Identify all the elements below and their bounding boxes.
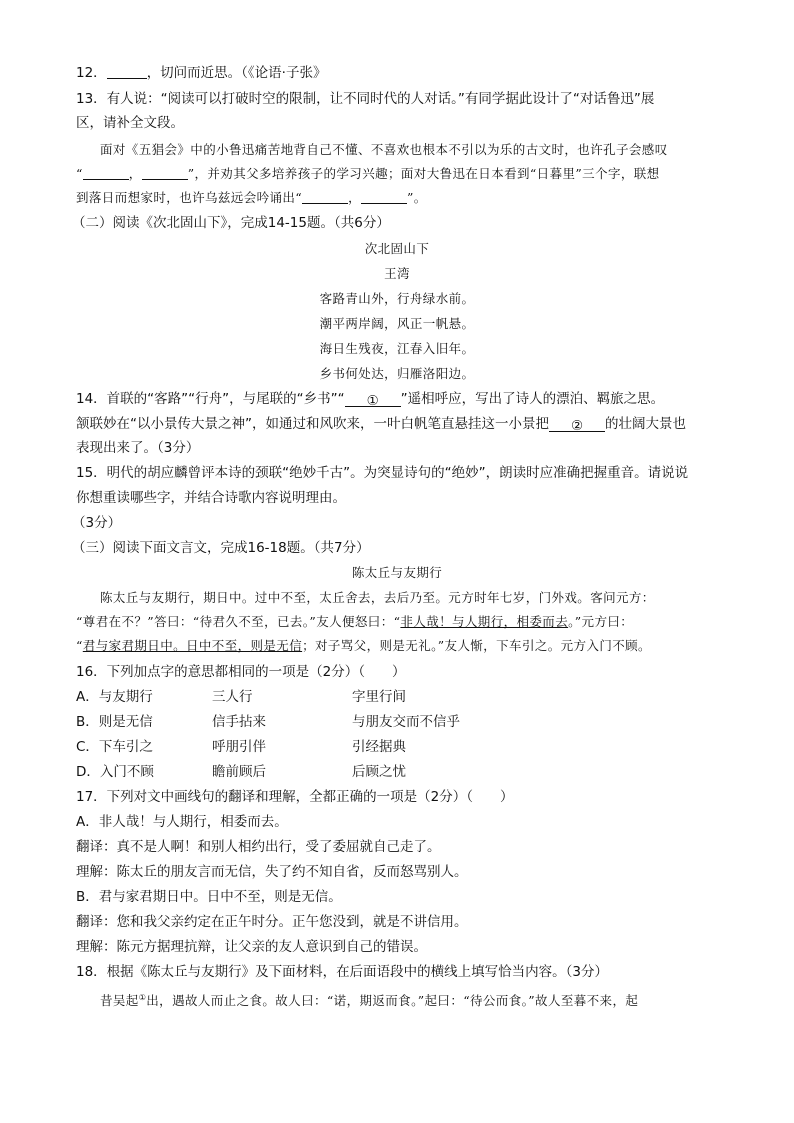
poem-line: 乡书何处达，归雁洛阳边。 bbox=[319, 366, 475, 381]
answer-blank[interactable] bbox=[107, 64, 147, 79]
passage-line2: “尊君在不？”答曰：“待君久不至，已去。”友人便怒曰：“非人哉！与人期行，相委而去。”元方曰： bbox=[76, 614, 634, 629]
poem-author: 王湾 bbox=[384, 266, 410, 281]
question-15-score: （3分） bbox=[72, 515, 122, 531]
passage-line3: “君与家君期日中。日中不至，则是无信；对子骂父，则是无礼。”友人惭，下车引之。元方入门不顾。 bbox=[76, 638, 651, 653]
q17-option-b-understanding: 理解：陈元方据理抗辩，让父亲的友人意识到自己的错误。 bbox=[76, 939, 427, 955]
q13-passage-line3: 到落日而想家时，也许乌兹远会吟诵出“ ， ”。 bbox=[76, 190, 427, 205]
underlined-sentence-a: 非人哉！与人期行，相委而去 bbox=[400, 614, 569, 629]
question-14-line1: 14．首联的“客路”“行舟”，与尾联的“乡书”“ ① ”遥相呼应，写出了诗人的漂泊、羁旅之思。 bbox=[76, 391, 665, 409]
poem-line: 客路青山外，行舟绿水前。 bbox=[319, 291, 475, 306]
question-18-stem: 18．根据《陈太丘与友期行》及下面材料，在后面语段中的横线上填写恰当内容。（3分） bbox=[76, 964, 609, 980]
poem-title: 次北固山下 bbox=[364, 241, 430, 256]
passage-line1: 陈太丘与友期行，期日中。过中不至，太丘舍去，去后乃至。元方时年七岁，门外戏。客问元方： bbox=[100, 590, 655, 605]
section-2-heading: （二）阅读《次北固山下》，完成14-15题。（共6分） bbox=[72, 215, 390, 231]
q17-option-a-understanding: 理解：陈太丘的朋友言而无信，失了约不知自省，反而怒骂别人。 bbox=[76, 864, 468, 880]
question-15-line2: 你想重读哪些字，并结合诗歌内容说明理由。 bbox=[76, 490, 346, 506]
answer-blank[interactable] bbox=[142, 165, 188, 180]
q17-option-a[interactable]: A．非人哉！与人期行，相委而去。 bbox=[76, 814, 288, 830]
section-3-heading: （三）阅读下面文言文，完成16-18题。（共7分） bbox=[72, 540, 370, 556]
question-15-line1: 15．明代的胡应麟曾评本诗的颈联“绝妙千古”。为突显诗句的“绝妙”，朗读时应准确把握重音。请说说 bbox=[76, 465, 689, 481]
answer-blank[interactable] bbox=[83, 165, 129, 180]
q16-option-d[interactable]: D．入门不顾 瞻前顾后 后顾之忧 bbox=[76, 764, 406, 780]
underlined-sentence-b: 君与家君期日中。日中不至，则是无信 bbox=[82, 638, 303, 653]
answer-blank[interactable] bbox=[361, 189, 407, 204]
q17-option-a-translation: 翻译：真不是人啊！和别人相约出行，受了委屈就自己走了。 bbox=[76, 839, 441, 855]
q13-passage-line2: “ ， ”，并劝其父多培养孩子的学习兴趣；面对大鲁迅在日本看到“日暮里”三个字，联想 bbox=[76, 166, 660, 181]
q13-passage-line1: 面对《五猖会》中的小鲁迅痛苦地背自己不懂、不喜欢也根本不引以为乐的古文时，也许孔子会感叹 bbox=[100, 142, 668, 157]
passage-title: 陈太丘与友期行 bbox=[351, 565, 443, 580]
q17-option-b[interactable]: B．君与家君期日中。日中不至，则是无信。 bbox=[76, 889, 342, 905]
question-14-line2: 颔联妙在“以小景传大景之神”，如通过和风吹来，一叶白帆笔直悬挂这一小景把 ② 的壮阔大景也 bbox=[76, 416, 686, 434]
question-17-stem: 17．下列对文中画线句的翻译和理解，全都正确的一项是（2分）（ ） bbox=[76, 789, 514, 805]
q16-option-b[interactable]: B．则是无信 信手拈来 与朋友交而不信乎 bbox=[76, 714, 460, 730]
answer-blank[interactable] bbox=[302, 189, 348, 204]
q16-option-a[interactable]: A．与友期行 三人行 字里行间 bbox=[76, 689, 406, 705]
q17-option-b-translation: 翻译：您和我父亲约定在正午时分。正午您没到，就是不讲信用。 bbox=[76, 914, 468, 930]
question-13-line1: 13．有人说：“阅读可以打破时空的限制，让不同时代的人对话。”有同学据此设计了“对话鲁迅”展 bbox=[76, 91, 655, 107]
q18-material-line1: 昔吴起①出，遇故人而止之食。故人曰：“诺，期返而食。”起曰：“待公而食。”故人至暮不来，起 bbox=[100, 993, 639, 1009]
question-16-stem: 16．下列加点字的意思都相同的一项是（2分）（ ） bbox=[76, 664, 406, 680]
footnote-marker: ① bbox=[138, 993, 147, 1002]
answer-blank[interactable]: ① bbox=[345, 392, 401, 407]
poem-line: 海日生残夜，江春入旧年。 bbox=[319, 341, 475, 356]
question-12: 12． ，切问而近思。（《论语·子张》 bbox=[76, 65, 327, 81]
question-14-line3: 表现出来了。（3分） bbox=[76, 440, 200, 456]
answer-blank[interactable]: ② bbox=[549, 417, 605, 432]
q16-option-c[interactable]: C．下车引之 呼朋引伴 引经据典 bbox=[76, 739, 406, 755]
question-13-line2: 区，请补全文段。 bbox=[76, 115, 184, 131]
poem-line: 潮平两岸阔，风正一帆悬。 bbox=[319, 316, 475, 331]
